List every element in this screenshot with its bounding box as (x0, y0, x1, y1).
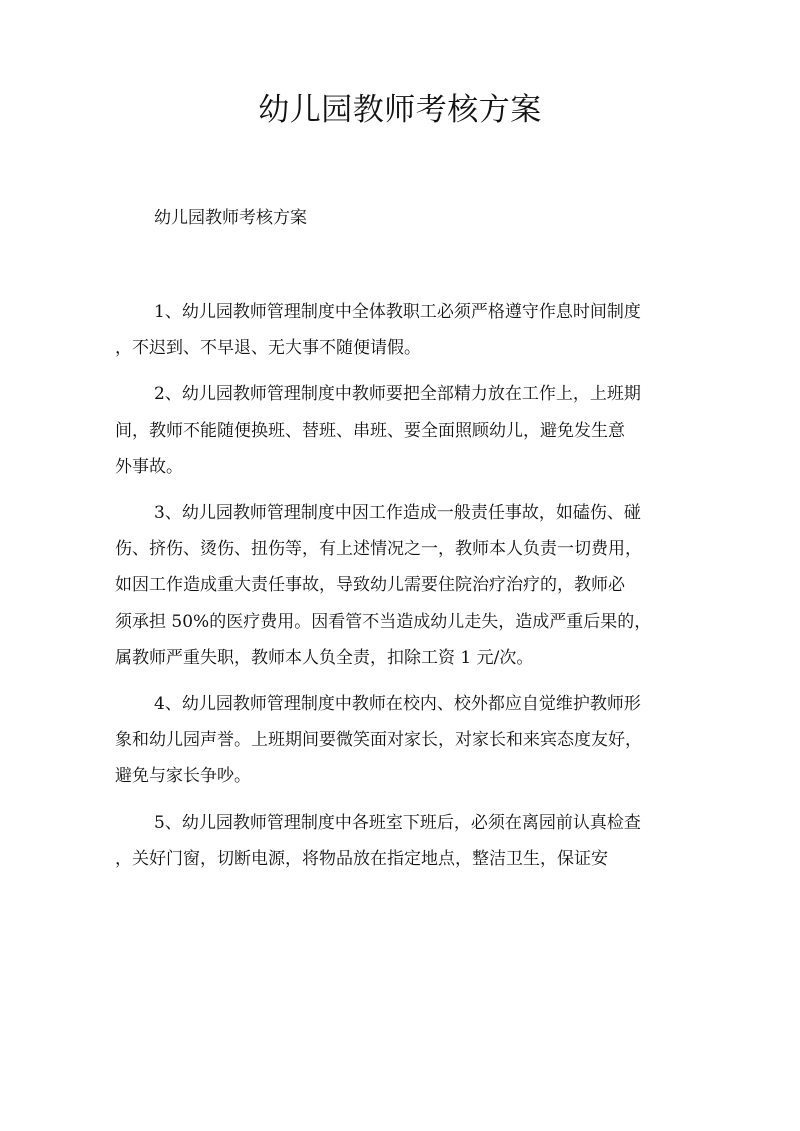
paragraph-3 (115, 495, 689, 676)
paragraph-line: 避免与家长争吵。 (115, 766, 251, 787)
paragraph-5 (115, 805, 689, 877)
paragraph-line: 3、幼儿园教师管理制度中因工作造成一般责任事故，如磕伤、碰 (154, 503, 641, 524)
paragraph-1 (115, 294, 689, 366)
document-subtitle: 幼儿园教师考核方案 (154, 208, 307, 228)
paragraph-2 (115, 376, 689, 485)
paragraph-line: 须承担 50%的医疗费用。因看管不当造成幼儿走失，造成严重后果的， (115, 611, 652, 632)
paragraph-line: ，关好门窗，切断电源，将物品放在指定地点，整洁卫生，保证安 (115, 848, 608, 869)
paragraph-line: 象和幼儿园声誉。上班期间要微笑面对家长，对家长和来宾态度友好， (115, 730, 642, 751)
paragraph-line: 1、幼儿园教师管理制度中全体教职工必须严格遵守作息时间制度 (154, 302, 641, 322)
document-title: 幼儿园教师考核方案 (258, 92, 542, 128)
paragraph-line: 2、幼儿园教师管理制度中教师要把全部精力放在工作上，上班期 (154, 384, 641, 405)
paragraph-4 (115, 686, 689, 795)
paragraph-line: 5、幼儿园教师管理制度中各班室下班后，必须在离园前认真检查 (154, 812, 641, 833)
paragraph-line: ，不迟到、不早退、无大事不随便请假。 (115, 338, 421, 359)
paragraph-line: 如因工作造成重大责任事故，导致幼儿需要住院治疗治疗的，教师必 (115, 575, 625, 596)
paragraph-line: 间，教师不能随便换班、替班、串班、要全面照顾幼儿，避免发生意 (115, 420, 625, 441)
paragraph-line: 外事故。 (115, 456, 183, 477)
document-body (115, 294, 689, 887)
paragraph-line: 伤、挤伤、烫伤、扭伤等，有上述情况之一，教师本人负责一切费用， (115, 539, 642, 560)
paragraph-line: 4、幼儿园教师管理制度中教师在校内、校外都应自觉维护教师形 (154, 694, 641, 715)
paragraph-line: 属教师严重失职，教师本人负全责，扣除工资 1 元/次。 (115, 647, 534, 668)
